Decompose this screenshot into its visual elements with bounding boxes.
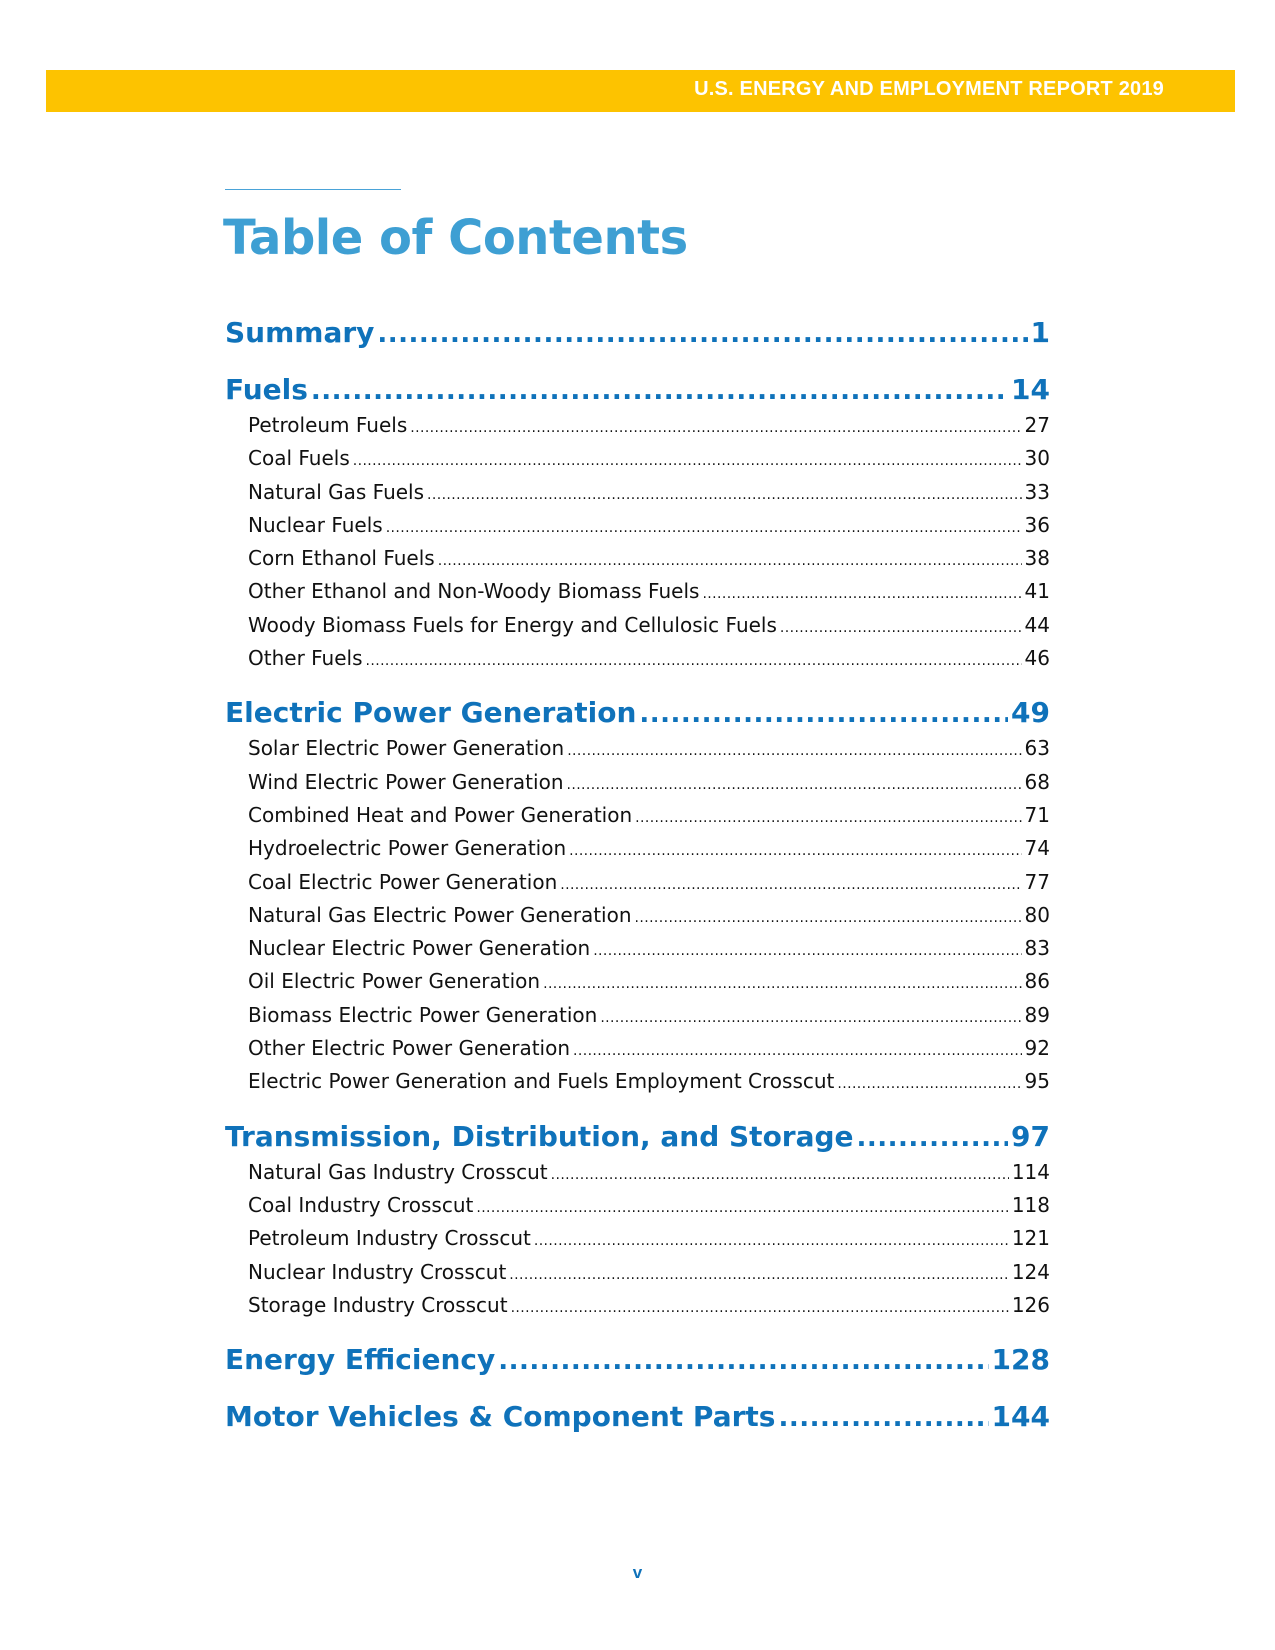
toc-page-number: 74	[1024, 836, 1050, 861]
toc-entry-title: Solar Electric Power Generation	[248, 736, 565, 761]
dot-leader	[543, 968, 1021, 998]
toc-section-electric-power-generation[interactable]	[225, 693, 1050, 732]
toc-entry-title: Coal Industry Crosscut	[248, 1192, 474, 1217]
toc-entry-title: Coal Electric Power Generation	[248, 869, 558, 894]
dot-leader	[534, 1225, 1009, 1255]
toc-entry-title: Natural Gas Fuels	[248, 479, 425, 504]
toc-entry-title: Woody Biomass Fuels for Energy and Cellulosic Fuels	[248, 612, 777, 637]
dot-leader	[639, 695, 1008, 732]
toc-entry-title: Oil Electric Power Generation	[248, 969, 541, 994]
toc-entry-title: Other Electric Power Generation	[248, 1036, 571, 1061]
toc-item-natural-gas-fuels[interactable]	[225, 476, 1050, 509]
dot-leader	[560, 869, 1021, 899]
toc-section-fuels[interactable]	[225, 370, 1050, 409]
dot-leader	[780, 612, 1022, 642]
toc-item-oil-electric-power-generation[interactable]	[225, 965, 1050, 998]
dot-leader	[386, 512, 1022, 542]
toc-page-number: 80	[1024, 902, 1050, 927]
toc-page-number: 63	[1024, 736, 1050, 761]
toc-entry-title: Motor Vehicles & Component Parts	[225, 1400, 776, 1434]
dot-leader	[702, 578, 1021, 608]
toc-page-number: 38	[1024, 546, 1050, 571]
title-rule	[225, 189, 401, 190]
dot-leader	[410, 412, 1021, 442]
toc-entry-title: Energy Efficiency	[225, 1343, 496, 1377]
toc-page-number: 44	[1024, 612, 1050, 637]
toc-page-number: 83	[1024, 936, 1050, 961]
toc-page-number: 71	[1024, 802, 1050, 827]
toc-item-other-fuels[interactable]	[225, 642, 1050, 675]
toc-item-electric-power-generation-and-fuels-employment-crosscut[interactable]	[225, 1065, 1050, 1098]
dot-leader	[311, 372, 1008, 409]
toc-entry-title: Wind Electric Power Generation	[248, 769, 564, 794]
toc-entry-title: Petroleum Fuels	[248, 413, 408, 437]
toc-entry-title: Storage Industry Crosscut	[248, 1292, 508, 1317]
toc-item-petroleum-industry-crosscut[interactable]	[225, 1222, 1050, 1255]
dot-leader	[509, 1259, 1009, 1289]
dot-leader	[778, 1399, 988, 1436]
toc-page-number: 14	[1011, 373, 1050, 406]
toc-item-petroleum-fuels[interactable]	[225, 409, 1050, 442]
header-banner	[46, 70, 1235, 112]
toc-item-biomass-electric-power-generation[interactable]	[225, 999, 1050, 1032]
toc-entry-title: Nuclear Fuels	[248, 512, 383, 537]
report-title: U.S. ENERGY AND EMPLOYMENT REPORT 2019	[694, 78, 1164, 100]
dot-leader	[498, 1342, 988, 1379]
dot-leader	[551, 1159, 1009, 1189]
toc-page-number: 126	[1011, 1292, 1050, 1317]
toc-entry-title: Petroleum Industry Crosscut	[248, 1226, 531, 1251]
toc-page-number: 86	[1024, 969, 1050, 994]
toc-item-hydroelectric-power-generation[interactable]	[225, 832, 1050, 865]
toc-page-number: 97	[1011, 1119, 1050, 1153]
toc-page-number: 68	[1024, 769, 1050, 794]
toc-item-woody-biomass-fuels-for-energy-and-cellulosic-fuels[interactable]	[225, 609, 1050, 642]
toc-page-number: 33	[1024, 479, 1050, 504]
toc-page-number: 118	[1011, 1192, 1050, 1217]
toc-item-nuclear-fuels[interactable]	[225, 509, 1050, 542]
toc-entry-title: Summary	[225, 316, 375, 349]
toc-page-number: 114	[1011, 1159, 1050, 1184]
table-of-contents	[225, 313, 1050, 1436]
dot-leader	[377, 315, 1027, 352]
toc-entry-title: Coal Fuels	[248, 446, 350, 471]
toc-page-number: 128	[991, 1343, 1050, 1377]
toc-entry-title: Hydroelectric Power Generation	[248, 836, 567, 861]
toc-item-corn-ethanol-fuels[interactable]	[225, 542, 1050, 575]
dot-leader	[635, 802, 1021, 832]
toc-page-number: 144	[991, 1400, 1050, 1434]
toc-section-transmission-distribution-and-storage[interactable]	[225, 1117, 1050, 1156]
page-title: Table of Contents	[223, 210, 688, 266]
toc-entry-title: Combined Heat and Power Generation	[248, 802, 633, 827]
dot-leader	[635, 902, 1022, 932]
dot-leader	[567, 735, 1021, 765]
toc-page-number: 46	[1024, 646, 1050, 671]
toc-item-other-ethanol-and-non-woody-biomass-fuels[interactable]	[225, 575, 1050, 608]
toc-page-number: 49	[1011, 696, 1050, 730]
toc-section-energy-efficiency[interactable]	[225, 1340, 1050, 1379]
toc-item-nuclear-electric-power-generation[interactable]	[225, 932, 1050, 965]
toc-item-wind-electric-power-generation[interactable]	[225, 766, 1050, 799]
dot-leader	[476, 1192, 1008, 1222]
toc-item-natural-gas-electric-power-generation[interactable]	[225, 899, 1050, 932]
toc-page-number: 121	[1011, 1226, 1050, 1251]
dot-leader	[573, 1035, 1022, 1065]
toc-page-number: 89	[1024, 1002, 1050, 1027]
toc-item-coal-fuels[interactable]	[225, 442, 1050, 475]
dot-leader	[567, 769, 1022, 799]
toc-page-number: 124	[1011, 1259, 1050, 1284]
dot-leader	[837, 1068, 1021, 1098]
toc-entry-title: Other Fuels	[248, 646, 363, 671]
dot-leader	[593, 935, 1021, 965]
dot-leader	[511, 1292, 1009, 1322]
toc-section-summary[interactable]	[225, 313, 1050, 352]
toc-item-combined-heat-and-power-generation[interactable]	[225, 799, 1050, 832]
dot-leader	[857, 1119, 1008, 1156]
toc-page-number: 41	[1024, 579, 1050, 604]
toc-item-coal-industry-crosscut[interactable]	[225, 1189, 1050, 1222]
toc-page-number: 30	[1024, 446, 1050, 471]
toc-page-number: 1	[1030, 316, 1050, 349]
toc-page-number: 77	[1024, 869, 1050, 894]
toc-entry-title: Biomass Electric Power Generation	[248, 1002, 598, 1027]
toc-entry-title: Corn Ethanol Fuels	[248, 546, 435, 571]
toc-item-nuclear-industry-crosscut[interactable]	[225, 1256, 1050, 1289]
toc-section-motor-vehicles-and-component-parts[interactable]	[225, 1397, 1050, 1436]
toc-item-storage-industry-crosscut[interactable]	[225, 1289, 1050, 1322]
toc-entry-title: Electric Power Generation and Fuels Employment Crosscut	[248, 1069, 835, 1094]
toc-item-natural-gas-industry-crosscut[interactable]	[225, 1156, 1050, 1189]
toc-entry-title: Other Ethanol and Non-Woody Biomass Fuels	[248, 579, 700, 604]
toc-entry-title: Transmission, Distribution, and Storage	[225, 1119, 854, 1153]
toc-entry-title: Nuclear Industry Crosscut	[248, 1259, 507, 1284]
toc-entry-title: Natural Gas Industry Crosscut	[248, 1159, 548, 1184]
dot-leader	[569, 835, 1021, 865]
dot-leader	[600, 1002, 1021, 1032]
toc-item-other-electric-power-generation[interactable]	[225, 1032, 1050, 1065]
toc-entry-title: Fuels	[225, 373, 308, 406]
dot-leader	[366, 645, 1022, 675]
dot-leader	[353, 445, 1022, 475]
toc-item-solar-electric-power-generation[interactable]	[225, 732, 1050, 765]
toc-entry-title: Electric Power Generation	[225, 696, 637, 730]
toc-page-number: 92	[1024, 1036, 1050, 1061]
dot-leader	[427, 479, 1022, 509]
dot-leader	[438, 545, 1022, 575]
toc-item-coal-electric-power-generation[interactable]	[225, 866, 1050, 899]
toc-page-number: 36	[1024, 512, 1050, 537]
toc-entry-title: Nuclear Electric Power Generation	[248, 936, 591, 961]
toc-entry-title: Natural Gas Electric Power Generation	[248, 902, 632, 927]
page-number: v	[632, 1563, 643, 1582]
toc-page-number: 27	[1024, 413, 1050, 437]
toc-page-number: 95	[1024, 1069, 1050, 1094]
